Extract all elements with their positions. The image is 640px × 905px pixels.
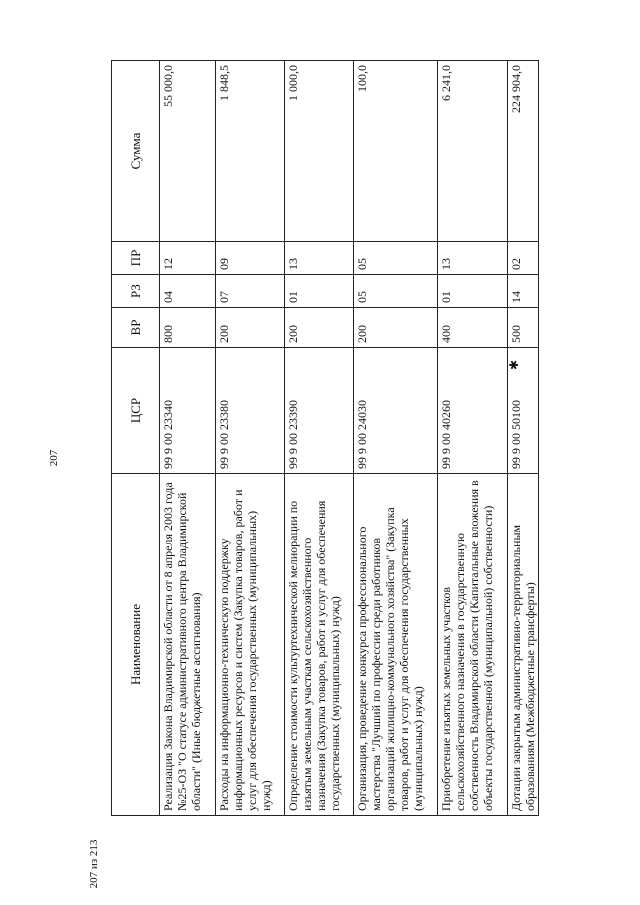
row-pr: 12 <box>160 242 216 275</box>
budget-table <box>111 60 539 816</box>
row-sum: 55 000,0 <box>160 61 216 242</box>
row-name: Реализация Закона Владимирской области от 8 апреля 2003 года №25-ОЗ "О статусе административного центра Владимирской области" (Иные бюджетные ассигнования) <box>160 474 216 816</box>
row-pr: 05 <box>354 242 438 275</box>
row-rz: 05 <box>354 275 438 308</box>
header-name: Наименование <box>112 474 160 816</box>
row-pr: 09 <box>216 242 285 275</box>
rotated-table-area <box>111 61 537 816</box>
row-pr: 02 <box>508 242 539 275</box>
table-row <box>508 61 539 816</box>
page-number: 207 <box>48 449 60 467</box>
table-row <box>216 61 285 816</box>
row-name: Определение стоимости культуртехнической мелиорации по изъятым земельным участкам сельскохозяйственного назначения (Закупка товаров, работ и услуг для обеспечения государственных (муниципальных) нужд) <box>285 474 354 816</box>
row-sum: 224 904,0 <box>508 61 539 242</box>
row-vr: 200 <box>354 308 438 348</box>
row-csr: 99 9 00 23380 <box>216 348 285 474</box>
row-rz: 01 <box>285 275 354 308</box>
row-rz: 04 <box>160 275 216 308</box>
row-pr: 13 <box>438 242 508 275</box>
table-row <box>285 61 354 816</box>
row-csr: 99 9 00 24030 <box>354 348 438 474</box>
row-name: Организация, проведение конкурса профессионального мастерства "Лучший по профессии среди работников организаций жилищно-коммунального хозяйства" (Закупка товаров, работ и услуг для обеспечения государственных (муниципальных) нужд) <box>354 474 438 816</box>
row-vr: 800 <box>160 308 216 348</box>
row-name: Расходы на информационно-техническую поддержку информационных ресурсов и систем (Закупка товаров, работ и услуг для обеспечения государственных (муниципальных) нужд) <box>216 474 285 816</box>
row-rz: 14 <box>508 275 539 308</box>
row-rz: 01 <box>438 275 508 308</box>
row-csr: 99 9 00 40260 <box>438 348 508 474</box>
header-csr: ЦСР <box>112 348 160 474</box>
row-sum: 6 241,0 <box>438 61 508 242</box>
budget-table-wrapper <box>111 61 537 816</box>
row-name: Приобретение изъятых земельных участков сельскохозяйственного назначения в государственную собственность Владимирской области (Капитальные вложения в объекты государственной (муниципальной) собственности) <box>438 474 508 816</box>
row-sum: 1 000,0 <box>285 61 354 242</box>
table-row <box>160 61 216 816</box>
row-vr: 400 <box>438 308 508 348</box>
row-name: Дотации закрытым административно-территориальным образованиям (Межбюджетные трансферты) <box>508 474 539 816</box>
header-rz: РЗ <box>112 275 160 308</box>
row-sum: 1 848,5 <box>216 61 285 242</box>
scan-mark: ✱ <box>507 359 521 371</box>
row-rz: 07 <box>216 275 285 308</box>
row-csr: 99 9 00 23340 <box>160 348 216 474</box>
table-row <box>354 61 438 816</box>
page-footer: 207 из 213 <box>88 839 100 889</box>
row-vr: 200 <box>216 308 285 348</box>
row-pr: 13 <box>285 242 354 275</box>
table-row <box>438 61 508 816</box>
row-sum: 100,0 <box>354 61 438 242</box>
row-vr: 200 <box>285 308 354 348</box>
header-pr: ПР <box>112 242 160 275</box>
row-csr: 99 9 00 23390 <box>285 348 354 474</box>
row-vr: 500 <box>508 308 539 348</box>
row-csr: 99 9 00 50100 <box>508 348 539 474</box>
header-sum: Сумма <box>112 61 160 242</box>
header-row <box>112 61 160 816</box>
header-vr: ВР <box>112 308 160 348</box>
